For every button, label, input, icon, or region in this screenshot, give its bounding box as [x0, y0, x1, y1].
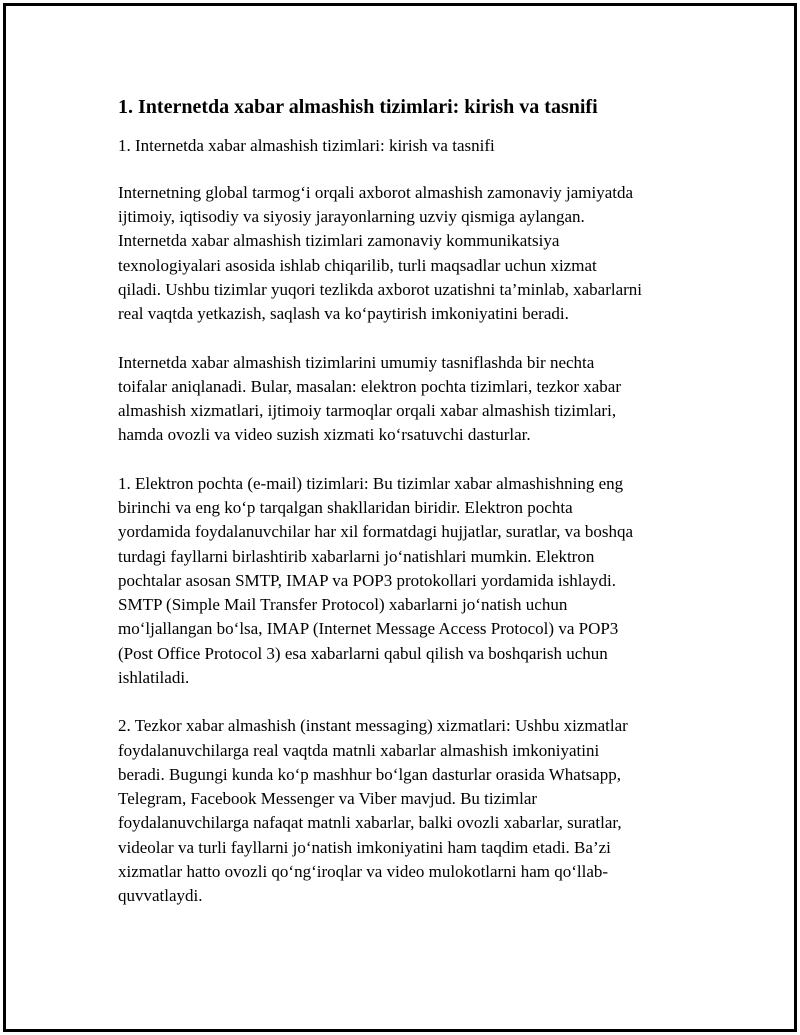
text-line: 2. Tezkor xabar almashish (instant messaging) xizmatlari: Ushbu xizmatlar [118, 716, 628, 736]
text-line: Internetda xabar almashish tizimlari zamonaviy kommunikatsiya [118, 231, 560, 251]
text-line: 1. Internetda xabar almashish tizimlari: kirish va tasnifi [118, 136, 495, 155]
text-line: foydalanuvchilarga real vaqtda matnli xabarlar almashish imkoniyatini [118, 740, 600, 760]
text-line: qiladi. Ushbu tizimlar yuqori tezlikda axborot uzatishni ta’minlab, xabarlarni [118, 279, 643, 299]
text-line: 1. Elektron pochta (e-mail) tizimlari: Bu tizimlar xabar almashishning eng [118, 473, 624, 493]
text-line: foydalanuvchilarga nafaqat matnli xabarlar, balki ovozli xabarlar, suratlar, [118, 813, 622, 833]
paragraph [118, 472, 718, 690]
text-line: turdagi fayllarni birlashtirib xabarlarni jo‘natishlari mumkin. Elektron [118, 546, 595, 566]
text-line: ishlatiladi. [118, 667, 190, 687]
text-line: mo‘ljallangan bo‘lsa, IMAP (Internet Message Access Protocol) va POP3 [118, 619, 619, 639]
text-line: Internetda xabar almashish tizimlarini umumiy tasniflashda bir nechta [118, 352, 595, 372]
text-line: hamda ovozli va video suzish xizmati ko‘rsatuvchi dasturlar. [118, 425, 531, 445]
paragraph [118, 134, 718, 158]
text-line: texnologiyalari asosida ishlab chiqarilib, turli maqsadlar uchun xizmat [118, 255, 597, 275]
text-line: Internetning global tarmog‘i orqali axborot almashish zamonaviy jamiyatda [118, 182, 634, 202]
text-line: Telegram, Facebook Messenger va Viber mavjud. Bu tizimlar [118, 789, 538, 808]
text-line: yordamida foydalanuvchilar har xil formatdagi hujjatlar, suratlar, va boshqa [118, 522, 634, 542]
text-line: birinchi va eng ko‘p tarqalgan shakllaridan biridir. Elektron pochta [118, 498, 573, 517]
text-line: (Post Office Protocol 3) esa xabarlarni qabul qilish va boshqarish uchun [118, 643, 608, 663]
text-line: beradi. Bugungi kunda ko‘p mashhur bo‘lgan dasturlar orasida Whatsapp, [118, 764, 621, 784]
paragraph [118, 181, 718, 327]
text-line: quvvatlaydi. [118, 886, 203, 905]
document-body [118, 94, 718, 908]
text-line: xizmatlar hatto ovozli qo‘ng‘iroqlar va video mulokotlarni ham qo‘llab- [118, 861, 609, 881]
text-line: almashish xizmatlari, ijtimoiy tarmoqlar orqali xabar almashish tizimlari, [118, 401, 617, 420]
text-line: ijtimoiy, iqtisodiy va siyosiy jarayonlarning uzviy qismiga aylangan. [118, 207, 585, 226]
text-line: real vaqtda yetkazish, saqlash va ko‘paytirish imkoniyatini beradi. [118, 304, 569, 323]
paragraph-list [118, 134, 718, 908]
paragraph [118, 351, 718, 448]
paragraph [118, 714, 718, 908]
text-line: SMTP (Simple Mail Transfer Protocol) xabarlarni jo‘natish uchun [118, 595, 568, 614]
text-line: videolar va turli fayllarni jo‘natish imkoniyatini ham taqdim etadi. Ba’zi [118, 837, 611, 857]
text-line: toifalar aniqlanadi. Bular, masalan: elektron pochta tizimlari, tezkor xabar [118, 376, 621, 396]
text-line: pochtalar asosan SMTP, IMAP va POP3 protokollari yordamida ishlaydi. [118, 570, 616, 590]
document-heading: 1. Internetda xabar almashish tizimlari: kirish va tasnifi [118, 96, 598, 118]
